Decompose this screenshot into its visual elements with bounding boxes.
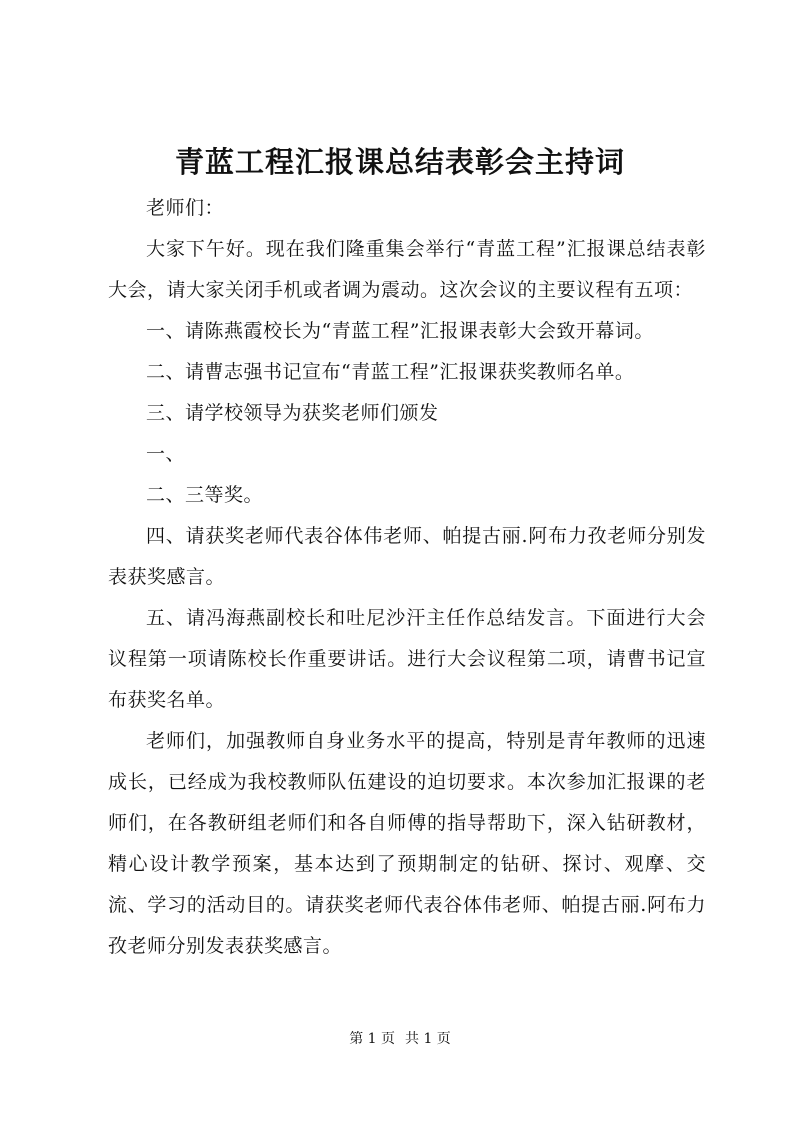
- agenda-item-1: 一、请陈燕霞校长为“青蓝工程”汇报课表彰大会致开幕词。: [146, 320, 654, 342]
- page-footer: [0, 1029, 800, 1049]
- agenda-item-3: 三、请学校领导为获奖老师们颁发: [146, 402, 439, 424]
- paragraph-salutation: 老师们：: [146, 197, 225, 219]
- paragraph-closing: 老师们，加强教师自身业务水平的提高，特别是青年教师的迅速成长，已经成为我校教师队伍建设的迫切要求。本次参加汇报课的老师们，在各教研组老师们和各自师傅的指导帮助下，深入钻研教材，精心设计教学预案，基本达到了预期制定的钻研、探讨、观摩、交流、学习的活动目的。请获奖老师代表谷体伟老师、帕提古丽.阿布力孜老师分别发表获奖感言。: [108, 730, 706, 957]
- agenda-item-3-second-third-prize: 二、三等奖。: [146, 484, 264, 506]
- page-total: 共 1 页: [405, 1031, 451, 1047]
- agenda-item-4: 四、请获奖老师代表谷体伟老师、帕提古丽.阿布力孜老师分别发表获奖感言。: [108, 525, 706, 588]
- agenda-item-3-first-prize: 一、: [146, 443, 186, 465]
- document-body: [108, 188, 706, 967]
- page-number: 第 1 页: [349, 1031, 395, 1047]
- paragraph-opening: 大家下午好。现在我们隆重集会举行“青蓝工程”汇报课总结表彰大会，请大家关闭手机或者调为震动。这次会议的主要议程有五项：: [108, 238, 706, 301]
- document-title: 青蓝工程汇报课总结表彰会主持词: [174, 145, 625, 179]
- agenda-item-2: 二、请曹志强书记宣布“青蓝工程”汇报课获奖教师名单。: [146, 361, 635, 383]
- agenda-item-5: 五、请冯海燕副校长和吐尼沙汗主任作总结发言。下面进行大会议程第一项请陈校长作重要讲话。进行大会议程第二项，请曹书记宣布获奖名单。: [108, 607, 706, 711]
